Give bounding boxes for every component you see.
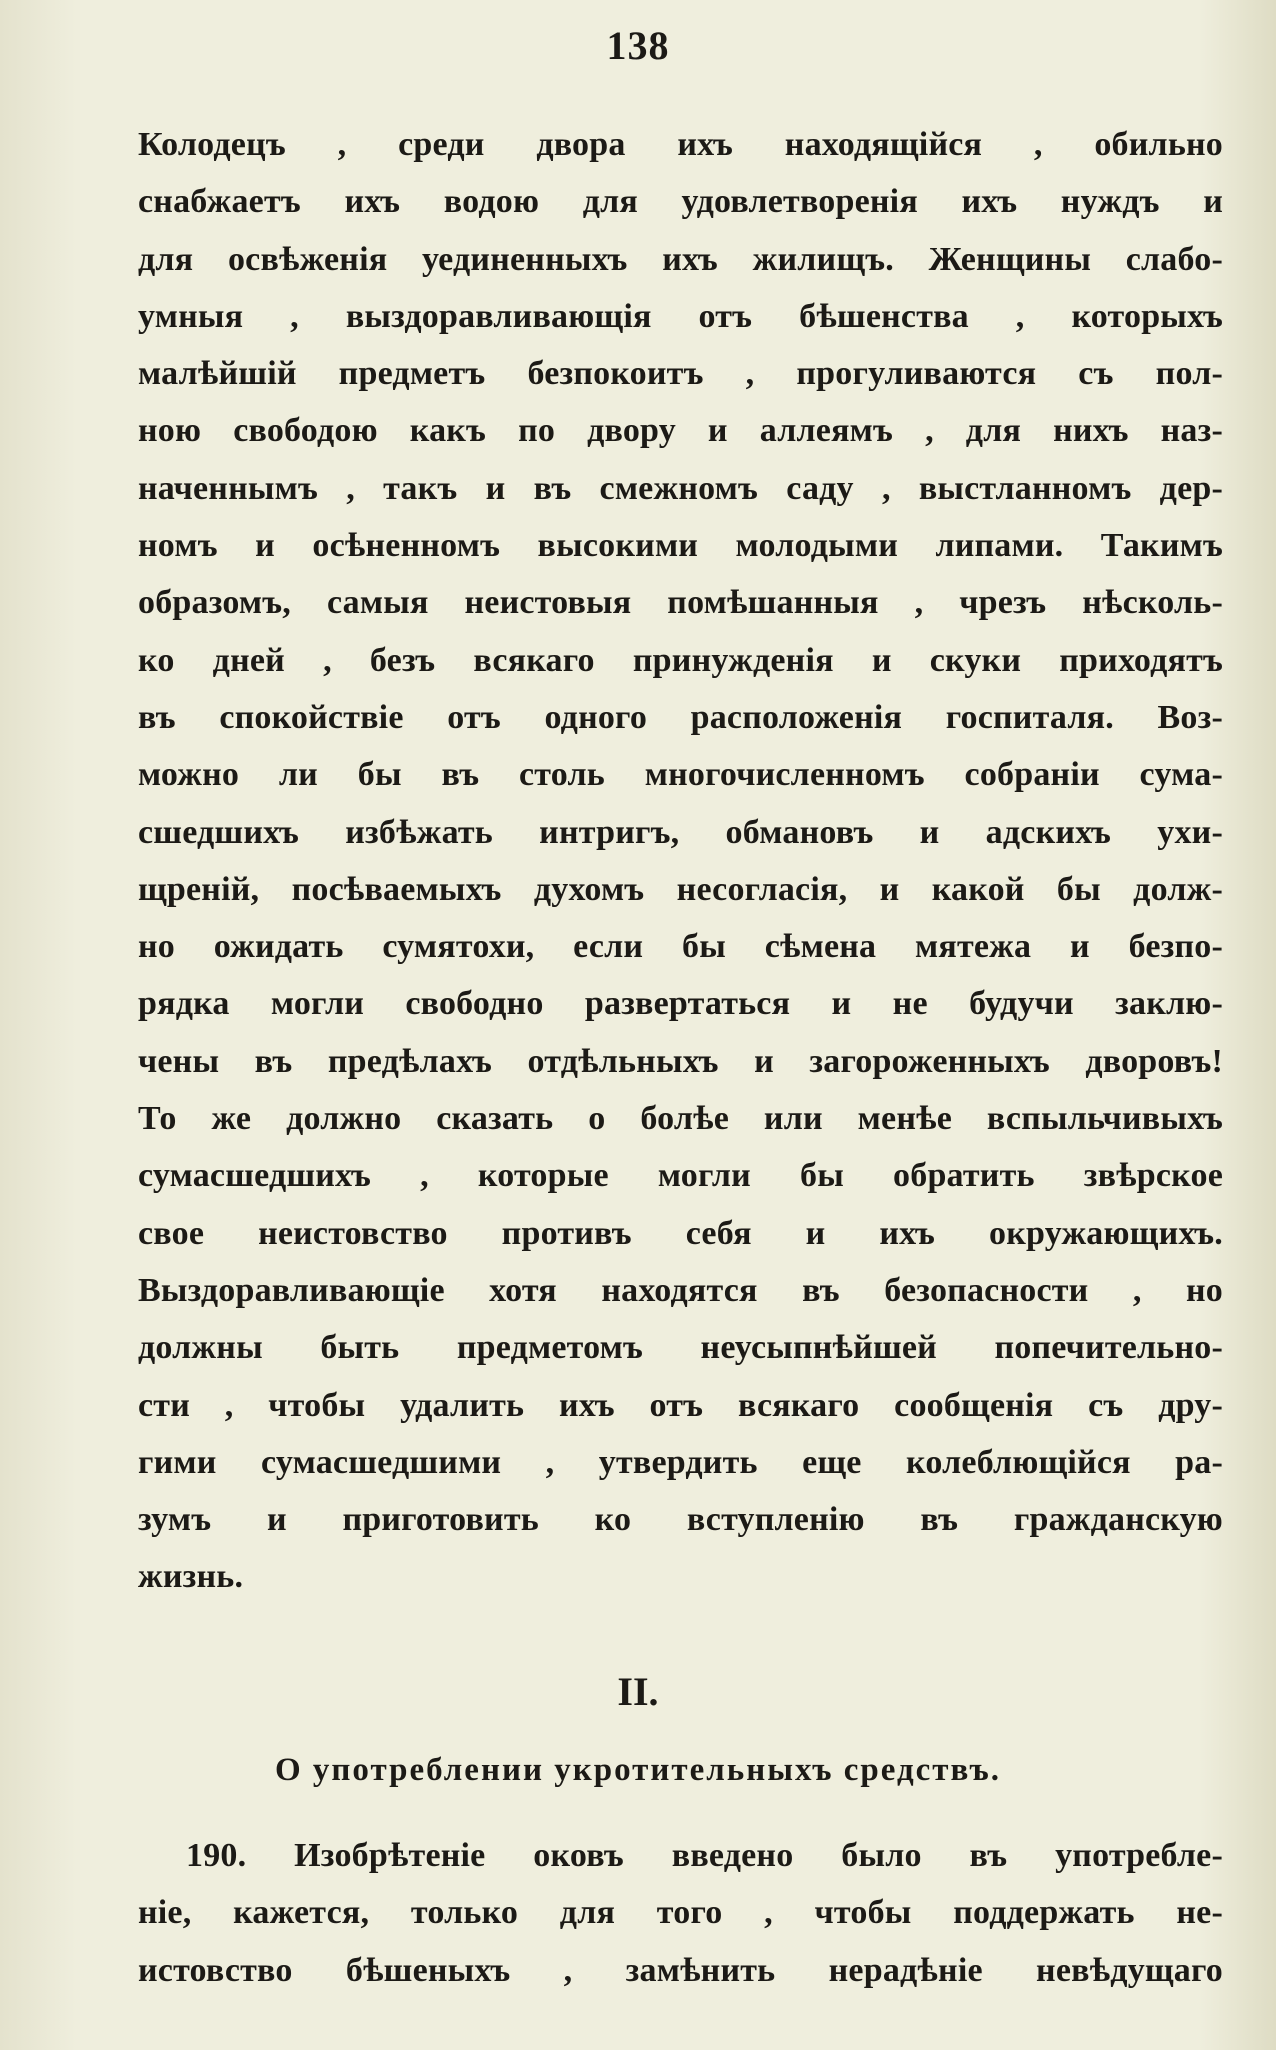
text-line: должны быть предметомъ неусыпнѣйшей попечительно- [138, 1329, 1223, 1367]
text-line: рядка могли свободно развертаться и не будучи заклю- [138, 985, 1223, 1023]
text-line: сти , чтобы удалить ихъ отъ всякаго сообщенія съ дру- [138, 1386, 1223, 1424]
text-line: То же должно сказать о болѣе или менѣе вспыльчивыхъ [138, 1100, 1223, 1138]
text-line: но ожидать сумятохи, если бы сѣмена мятежа и безпо- [138, 928, 1223, 966]
paragraph-main [138, 116, 1223, 1606]
page-number: 138 [606, 23, 670, 68]
text-line: для освѣженія уединенныхъ ихъ жилищъ. Женщины слабо- [138, 240, 1223, 278]
section-title: О употреблении укротительныхъ средствъ. [275, 1752, 1001, 1788]
text-line: можно ли бы въ столь многочисленномъ собраніи сума- [138, 756, 1223, 794]
text-line: зумъ и приготовить ко вступленію въ гражданскую [138, 1501, 1223, 1539]
text-line: чены въ предѣлахъ отдѣльныхъ и загороженныхъ дворовъ! [138, 1042, 1223, 1080]
section-number: II. [617, 1669, 659, 1714]
text-line: истовство бѣшеныхъ , замѣнить нерадѣніе невѣдущаго [138, 1951, 1223, 1989]
text-line: гими сумасшедшими , утвердить еще колеблющійся ра- [138, 1443, 1223, 1481]
text-line: сумасшедшихъ , которые могли бы обратить звѣрское [138, 1157, 1223, 1195]
text-line: жизнь. [138, 1558, 244, 1596]
text-line: наченнымъ , такъ и въ смежномъ саду , выстланномъ дер- [138, 469, 1223, 507]
text-line: 190. Изобрѣтеніе оковъ введено было въ употребле- [186, 1837, 1223, 1874]
text-line: въ спокойствіе отъ одного расположенія госпиталя. Воз- [138, 698, 1223, 736]
text-line: свое неистовство противъ себя и ихъ окружающихъ. [138, 1214, 1223, 1252]
text-line: номъ и осѣненномъ высокими молодыми липами. Такимъ [138, 527, 1223, 565]
text-line: умныя , выздоравливающія отъ бѣшенства , которыхъ [138, 297, 1223, 335]
text-line: Колодецъ , среди двора ихъ находящійся , обильно [138, 126, 1223, 163]
text-line: ною свободою какъ по двору и аллеямъ , для нихъ наз- [138, 412, 1223, 450]
text-line: малѣйшій предметъ безпокоитъ , прогуливаются съ пол- [138, 355, 1223, 393]
paragraph-190 [138, 1827, 1223, 1999]
text-line: щреній, посѣваемыхъ духомъ несогласія, и какой бы долж- [138, 870, 1223, 908]
text-line: ніе, кажется, только для того , чтобы поддержать не- [138, 1894, 1223, 1932]
text-line: ко дней , безъ всякаго принужденія и скуки приходятъ [138, 641, 1223, 679]
text-line: сшедшихъ избѣжать интригъ, обмановъ и адскихъ ухи- [138, 813, 1223, 851]
text-line: образомъ, самыя неистовыя помѣшанныя , чрезъ нѣсколь- [138, 584, 1223, 622]
text-line: Выздоравливающіе хотя находятся въ безопасности , но [138, 1271, 1223, 1309]
text-line: снабжаетъ ихъ водою для удовлетворенія ихъ нуждъ и [138, 183, 1223, 221]
